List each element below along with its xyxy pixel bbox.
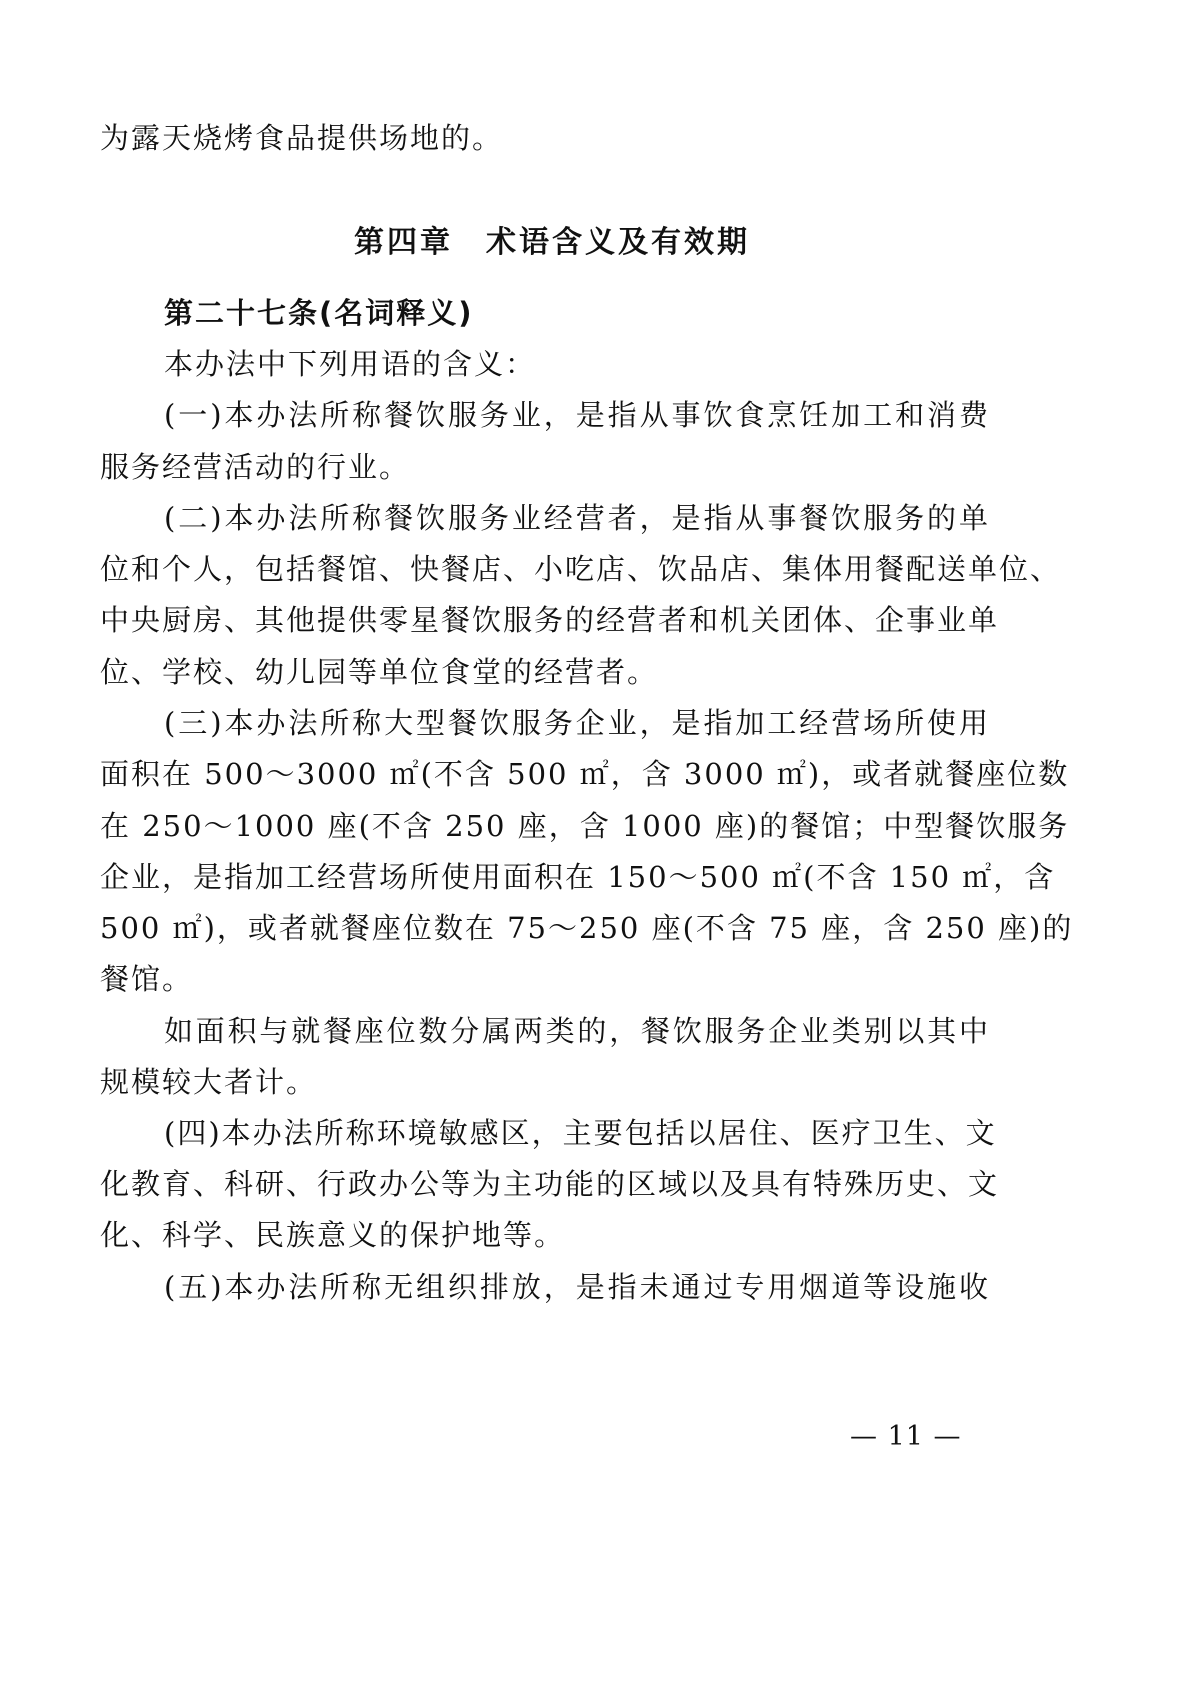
paragraph-line: 企业，是指加工经营场所使用面积在 150～500 ㎡(不含 150 ㎡，含 bbox=[100, 860, 1056, 894]
paragraph-line: 500 ㎡)，或者就餐座位数在 75～250 座(不含 75 座，含 250 座)的 bbox=[100, 911, 1074, 945]
paragraph-line: (一)本办法所称餐饮服务业，是指从事饮食烹饪加工和消费 bbox=[164, 398, 990, 432]
paragraph-line: (三)本办法所称大型餐饮服务企业，是指加工经营场所使用 bbox=[164, 706, 990, 740]
paragraph-line: 服务经营活动的行业。 bbox=[100, 450, 411, 484]
paragraph-line: 为露天烧烤食品提供场地的。 bbox=[100, 121, 504, 155]
paragraph-line: 本办法中下列用语的含义： bbox=[164, 347, 537, 381]
paragraph-line: 位、学校、幼儿园等单位食堂的经营者。 bbox=[100, 655, 659, 689]
paragraph-line: 如面积与就餐座位数分属两类的，餐饮服务企业类别以其中 bbox=[164, 1014, 990, 1048]
article-heading: 第二十七条(名词释义) bbox=[164, 296, 474, 330]
paragraph-line: 在 250～1000 座(不含 250 座，含 1000 座)的餐馆；中型餐饮服务 bbox=[100, 809, 1070, 843]
paragraph-line: 面积在 500～3000 ㎡(不含 500 ㎡，含 3000 ㎡)，或者就餐座位数 bbox=[100, 757, 1070, 791]
paragraph-line: (二)本办法所称餐饮服务业经营者，是指从事餐饮服务的单 bbox=[164, 501, 990, 535]
paragraph-line: 中央厨房、其他提供零星餐饮服务的经营者和机关团体、企事业单 bbox=[100, 603, 1000, 637]
paragraph-line: 位和个人，包括餐馆、快餐店、小吃店、饮品店、集体用餐配送单位、 bbox=[100, 552, 1062, 586]
paragraph-line: 化、科学、民族意义的保护地等。 bbox=[100, 1218, 566, 1252]
paragraph-line: 餐馆。 bbox=[100, 962, 194, 996]
paragraph-line: 规模较大者计。 bbox=[100, 1065, 318, 1099]
paragraph-line: 化教育、科研、行政办公等为主功能的区域以及具有特殊历史、文 bbox=[100, 1167, 1000, 1201]
page-number: — 11 — bbox=[850, 1421, 962, 1452]
paragraph-line: (四)本办法所称环境敏感区，主要包括以居住、医疗卫生、文 bbox=[164, 1116, 997, 1150]
chapter-heading: 第四章 术语含义及有效期 bbox=[354, 225, 750, 260]
paragraph-line: (五)本办法所称无组织排放，是指未通过专用烟道等设施收 bbox=[164, 1270, 990, 1304]
